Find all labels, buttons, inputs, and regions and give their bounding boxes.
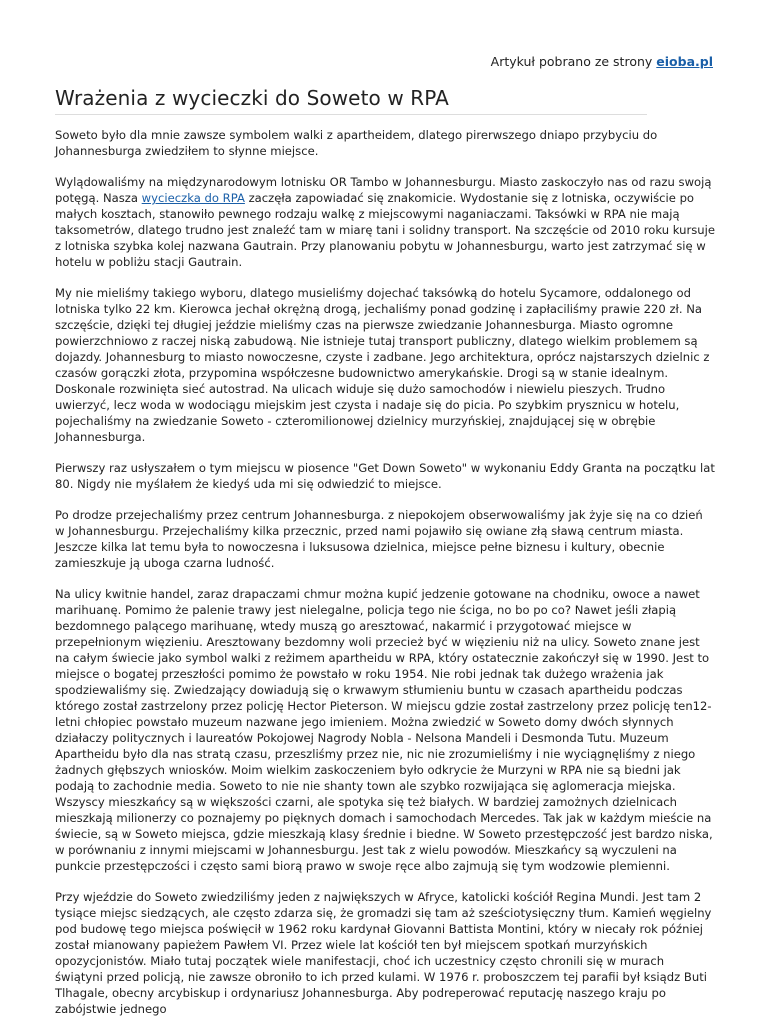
- source-prefix: Artykuł pobrano ze strony: [490, 54, 653, 69]
- paragraph-6: Na ulicy kwitnie handel, zaraz drapaczami chmur można kupić jedzenie gotowane na chodniku, owoce a nawet marihuanę. Pomimo że palenie trawy jest nielegalne, policja tego nie ściga, no bo po co? Nawet jeśli złapią bezdomnego palącego marihuanę, wtedy muszą go aresztować, nakarmić i przygotować miejsce w przepełnionym więzieniu. Aresztowany bezdomny woli przecież być w więzieniu niż na ulicy. Soweto znane jest na całym świecie jako symbol walki z reżimem apartheidu w RPA, który ostatecznie zakończył się w 1990. Jest to miejsce o bogatej przeszłości pomimo że powstało w roku 1954. Nie robi jednak tak dużego wrażenia jak spodziewaliśmy się. Zwiedzający dowiadują się o krwawym stłumieniu buntu w czasach apartheidu podczas którego został zastrzelony przez policję Hector Pieterson. W miejscu gdzie został zastrzelony przez policję ten12-letni chłopiec powstało muzeum nazwane jego imieniem. Można zwiedzić w Soweto domy dwóch słynnych działaczy politycznych i laureatów Pokojowej Nagrody Nobla - Nelsona Mandeli i Desmonda Tutu. Muzeum Apartheidu było dla nas stratą czasu, przeszliśmy przez nie, nic nie zrozumieliśmy i nie wyciągnęliśmy z niego żadnych głębszych wniosków. Moim wielkim zaskoczeniem było odkrycie że Murzyni w RPA nie są biedni jak podają to zachodnie media. Soweto to nie nie shanty town ale szybko rozwijająca się aglomeracja miejska. Wszyscy mieszkańcy są w większości czarni, ale spotyka się też białych. W bardziej zamożnych dzielnicach mieszkają milionerzy co poznajemy po pięknych domach i samochodach Mercedes. Tak jak w każdym mieście na świecie, są w Soweto miejsca, gdzie mieszkają klasy średnie i biedne. W Soweto przestępczość jest bardzo niska, w porównaniu z innymi miejscami w Johannesburgu. Jest tak z wielu powodów. Mieszkańcy są wyczuleni na punkcie przestępczości i często sami biorą prawo w swoje ręce albo zajmują się tym wodzowie plemienni.: [55, 587, 713, 873]
- paragraph-2-end: zaczęła zapowiadać się znakomicie. Wydostanie się z lotniska, oczywiście po małych kosztach, stanowiło pewnego rodzaju walkę z miejscowymi naganiaczami. Taksówki w RPA nie mają taksometrów, dlatego trudno jest znaleźć tam w miarę tani i solidny transport. Na szczęście od 2010 roku kursuje z lotniska szybka kolej nazwana Gautrain. Przy planowaniu pobytu w Johannesburgu, warto jest zatrzymać się w hotelu w pobliżu stacji Gautrain.: [55, 191, 715, 269]
- paragraph-2-start: Wylądowaliśmy na międzynarodowym lotnisku OR Tambo w Johannesburgu. Miasto zaskoczyło nas od razu swoją potęgą. Nasza: [55, 175, 712, 205]
- paragraph-7: Przy wjeździe do Soweto zwiedziliśmy jeden z największych w Afryce, katolicki kościół Regina Mundi. Jest tam 2 tysiące miejsc siedzących, ale często zdarza się, że gromadzi się tam aż sześciotysięczny tłum. Kamień węgielny pod budowę tego miejsca poświęcił w 1962 roku kardynał Giovanni Battista Montini, który w niecały rok później został mianowany papieżem Pawłem VI. Przez wiele lat kościół ten był miejscem spotkań murzyńskich opozycjonistów. Miało tutaj początek wiele manifestacji, choć ich uczestnicy często chronili się w murach świątyni przed policją, nie zawsze obroniło to ich przed kulami. W 1976 r. proboszczem tej parafii był ksiądz Buti Tlhagale, obecny arcybiskup i ordynariusz Johannesburga. Aby podreperować reputację naszego kraju po zabójstwie jednego: [55, 890, 712, 1016]
- site-link[interactable]: eioba.pl: [656, 54, 713, 69]
- trip-link[interactable]: wycieczka do RPA: [141, 191, 245, 205]
- source-header: [491, 54, 713, 69]
- paragraph-1: Soweto było dla mnie zawsze symbolem walki z apartheidem, dlatego pirerwszego dniapo przybyciu do Johannesburga zwiedziłem to słynne miejsce.: [55, 128, 658, 158]
- paragraph-4: Pierwszy raz usłyszałem o tym miejscu w piosence "Get Down Soweto" w wykonaniu Eddy Granta na początku lat 80. Nigdy nie myślałem że kiedyś uda mi się odwiedzić to miejsce.: [55, 461, 715, 491]
- title-divider: [55, 114, 647, 115]
- article-body: [55, 127, 715, 1032]
- paragraph-5: Po drodze przejechaliśmy przez centrum Johannesburga. z niepokojem obserwowaliśmy jak żyje się na co dzień w Johannesburgu. Przejechaliśmy kilka przecznic, przed nami pojawiło się owiane złą sławą centrum miasta. Jeszcze kilka lat temu była to nowoczesna i luksusowa dzielnica, miejsce pełne biznesu i kultury, obecnie zamieszkuje ją uboga czarna ludność.: [55, 508, 703, 570]
- article-title: Wrażenia z wycieczki do Soweto w RPA: [55, 86, 449, 110]
- paragraph-3: My nie mieliśmy takiego wyboru, dlatego musieliśmy dojechać taksówką do hotelu Sycamore, oddalonego od lotniska tylko 22 km. Kierowca jechał okrężną drogą, jechaliśmy ponad godzinę i zapłaciliśmy prawie 220 zł. Na szczęście, dzięki tej długiej jeździe mieliśmy czas na pierwsze zwiedzanie Johannesburga. Miasto ogromne powierzchniowo z raczej niską zabudową. Nie istnieje tutaj transport publiczny, dlatego wielkim problemem są dojazdy. Johannesburg to miasto nowoczesne, czyste i zadbane. Jego architektura, oprócz najstarszych dzielnic z czasów gorączki złota, przypomina współczesne budownictwo amerykańskie. Drogi są w stanie idealnym. Doskonale rozwinięta sieć autostrad. Na ulicach widuje się dużo samochodów i niewielu pieszych. Trudno uwierzyć, lecz woda w wodociągu miejskim jest czysta i nadaje się do picia. Po szybkim prysznicu w hotelu, pojechaliśmy na zwiedzanie Soweto - czteromilionowej dzielnicy murzyńskiej, znajdującej się w obrębie Johannesburga.: [55, 286, 710, 444]
- paragraph-2: [55, 174, 715, 270]
